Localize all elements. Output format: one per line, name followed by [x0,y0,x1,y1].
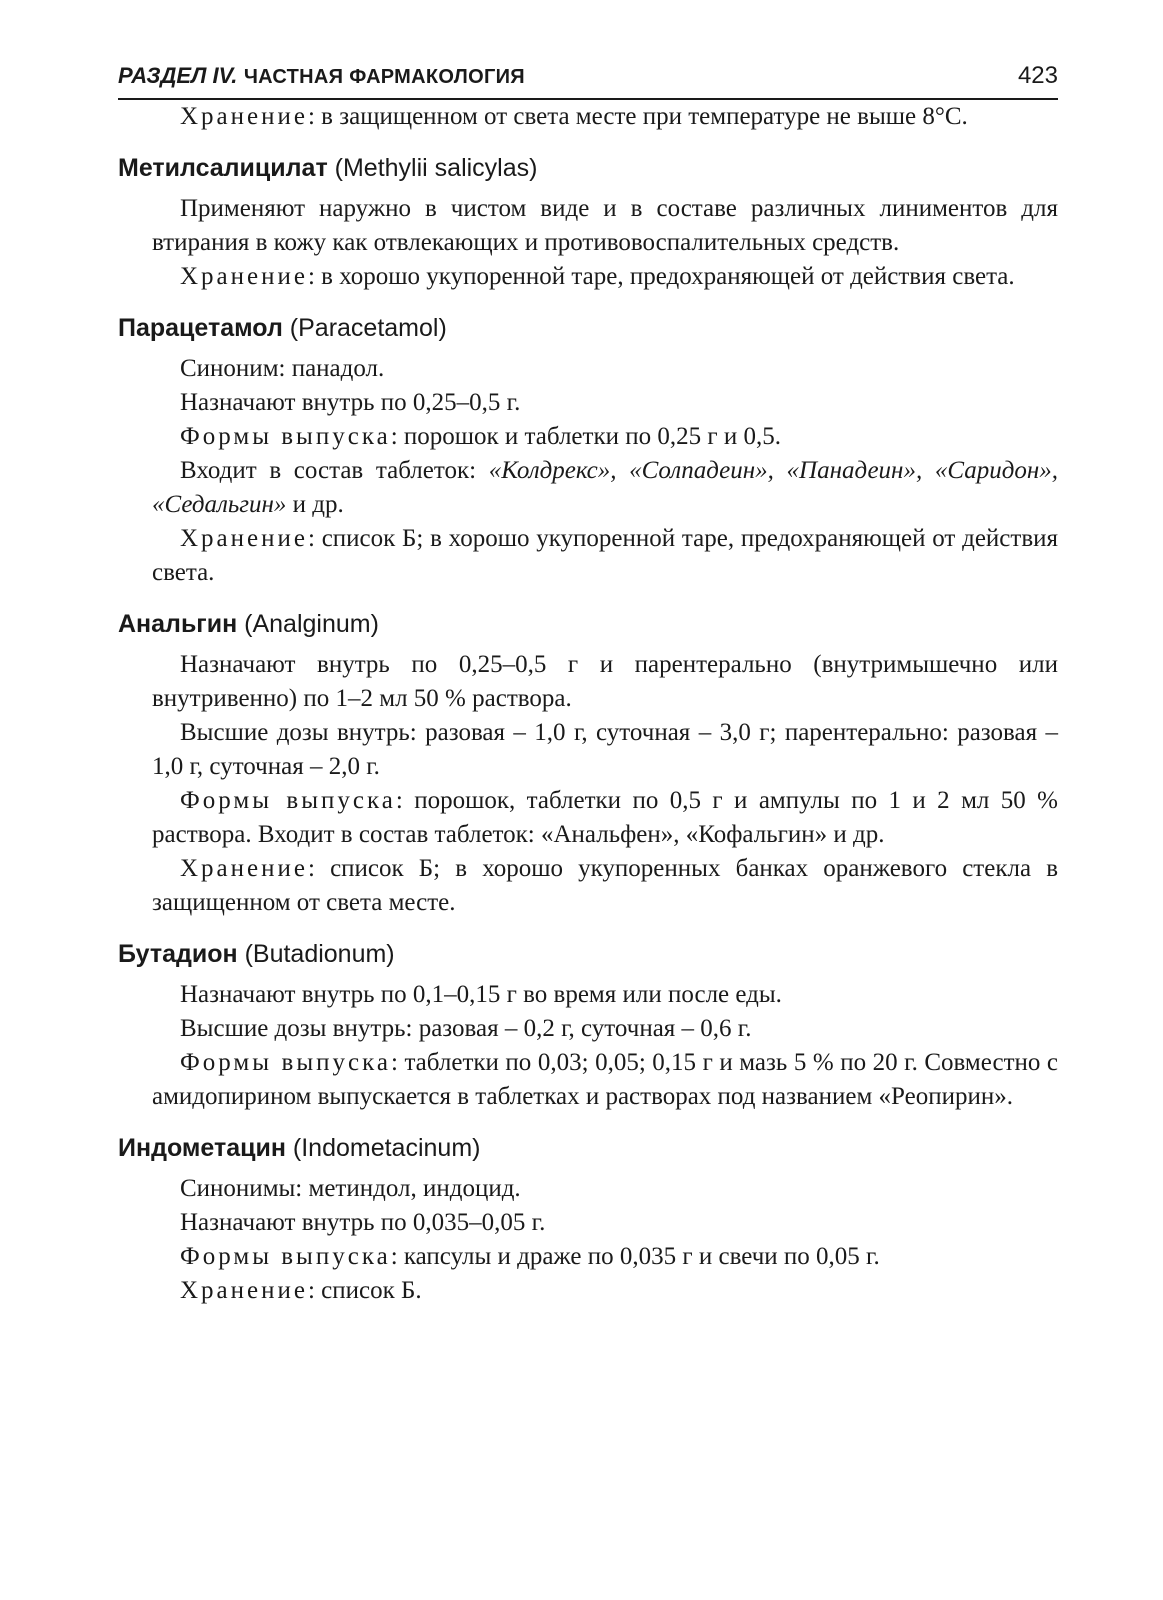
paracetamol-dose: Назначают внутрь по 0,25–0,5 г. [180,389,521,416]
forms-label: Формы выпуска [180,787,396,814]
forms-text: : порошок и таблетки по 0,25 г и 0,5. [390,423,781,450]
paracetamol-forms [118,420,1058,454]
butadion-dose: Назначают внутрь по 0,1–0,15 г во время или после еды. [180,981,782,1008]
drug-heading-analgin [118,608,1058,640]
paracetamol-contains [118,454,1058,522]
section-title: ЧАСТНАЯ ФАРМАКОЛОГИЯ [243,66,525,88]
contains-prefix: Входит в состав таблеток: [180,457,477,484]
methyl-storage [118,260,1058,294]
methyl-use: Применяют наружно в чистом виде и в составе различных линиментов для втирания в кожу как отвлекающих и противовоспалительных средств. [152,195,1058,256]
contains-suffix: и др. [292,491,344,518]
drug-heading-indometacin [118,1132,1058,1164]
storage-text: : список Б; в хорошо укупоренной таре, предохраняющей от действия света. [152,525,1058,586]
analgin-dose: Назначают внутрь по 0,25–0,5 г и парентерально (внутримышечно или внутривенно) по 1–2 мл 50 % раствора. [152,651,1058,712]
storage-label: Хранение [180,263,308,290]
drug-name-lat: (Butadionum) [244,940,395,968]
page-number: 423 [1017,62,1058,89]
storage-label: Хранение [180,525,308,552]
drug-name-ru: Индометацин [118,1134,286,1162]
storage-text: : в защищенном от света месте при температуре не выше 8°С. [307,103,968,130]
contains-names: «Колдрекс», «Солпадеин», «Панадеин», «Саридон», «Седальгин» [152,457,1058,518]
forms-label: Формы выпуска [180,423,391,450]
paracetamol-synonym: Синоним: панадол. [180,355,385,382]
drug-name-ru: Бутадион [118,940,238,968]
analgin-max-doses: Высшие дозы внутрь: разовая – 1,0 г, суточная – 3,0 г; парентерально: разовая – 1,0 г, суточная – 2,0 г. [152,719,1058,780]
storage-label: Хранение [180,103,308,130]
running-header [118,62,1058,100]
paracetamol-storage [118,522,1058,590]
storage-text: : список Б; в хорошо укупоренных банках оранжевого стекла в защищенном от света месте. [152,855,1058,916]
page [118,62,1058,1308]
forms-text: : порошок, таблетки по 0,5 г и ампулы по 1 и 2 мл 50 % раствора. Входит в состав таблеток: «Анальфен», «Кофальгин» и др. [152,787,1058,848]
indometacin-synonyms: Синонимы: метиндол, индоцид. [180,1175,521,1202]
drug-name-ru: Анальгин [118,610,238,638]
drug-heading-butadion [118,938,1058,970]
section-label: РАЗДЕЛ IV. [118,63,238,88]
drug-name-lat: (Paracetamol) [289,314,447,342]
drug-heading-paracetamol [118,312,1058,344]
header-left [118,62,525,89]
drug-name-ru: Метилсалицилат [118,154,328,182]
butadion-max-doses: Высшие дозы внутрь: разовая – 0,2 г, суточная – 0,6 г. [180,1015,752,1042]
forms-text: : таблетки по 0,03; 0,05; 0,15 г и мазь 5 % по 20 г. Совместно с амидопирином выпускается в таблетках и растворах под названием «Реопирин». [152,1049,1058,1110]
storage-label: Хранение [180,1277,308,1304]
butadion-forms [118,1046,1058,1114]
drug-name-ru: Парацетамол [118,314,283,342]
analgin-storage [118,852,1058,920]
drug-heading-methylsalicylate [118,152,1058,184]
drug-name-lat: (Indometacinum) [292,1134,481,1162]
top-storage [118,100,1058,134]
storage-label: Хранение [180,855,308,882]
drug-name-lat: (Analginum) [244,610,379,638]
indometacin-dose: Назначают внутрь по 0,035–0,05 г. [180,1209,546,1236]
storage-text: : список Б. [307,1277,422,1304]
forms-label: Формы выпуска [180,1049,391,1076]
storage-text: : в хорошо укупоренной таре, предохраняющей от действия света. [307,263,1015,290]
indometacin-storage [118,1274,1058,1308]
indometacin-forms [118,1240,1058,1274]
drug-name-lat: (Methylii salicylas) [334,154,538,182]
forms-text: : капсулы и драже по 0,035 г и свечи по 0,05 г. [390,1243,880,1270]
page-content [118,100,1058,1308]
analgin-forms [118,784,1058,852]
forms-label: Формы выпуска [180,1243,391,1270]
